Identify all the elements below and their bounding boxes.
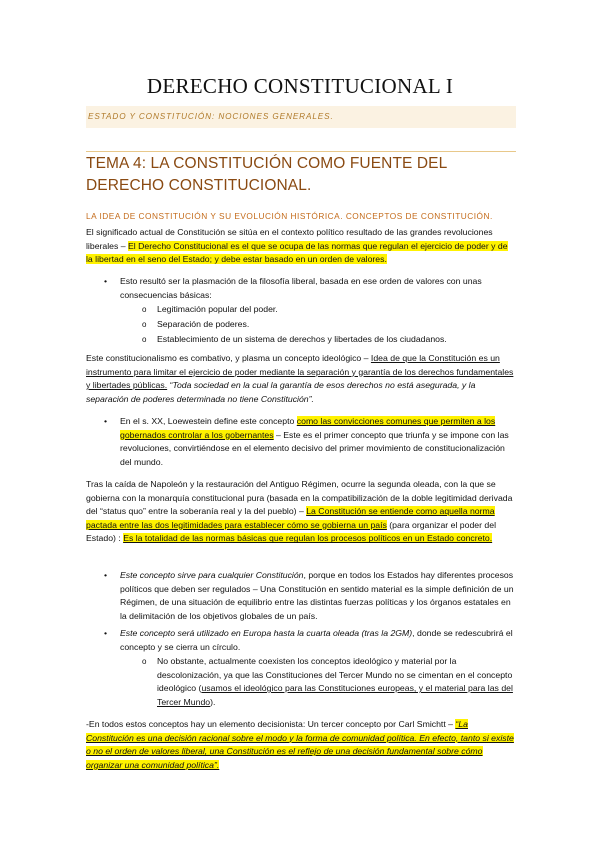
p1-highlight: El Derecho Constitucional es el que se ocupa de las normas que regulan el ejercicio de poder y de la libertad en el seno del Estado; y debe estar basado en un orden de valores. <box>86 240 508 265</box>
sub-bullet: o <box>142 657 147 666</box>
sub-item-1 <box>142 303 516 317</box>
bullet-1-text: Esto resultó ser la plasmación de la filosofía liberal, basada en ese orden de valores con unas consecuencias básicas: <box>120 276 482 300</box>
sub-bullet: o <box>142 320 147 329</box>
heading-rule <box>86 151 516 152</box>
bullet-dot: • <box>104 416 108 426</box>
bullet-2-a: En el s. XX, Loewestein define este concepto <box>120 416 297 426</box>
p3-paren: (para organizar el poder del Estado) : <box>86 519 497 544</box>
subtitle: ESTADO Y CONSTITUCIÓN: NOCIONES GENERALES. <box>88 112 334 121</box>
bullet-3-rest: , porque en todos los Estados hay diferentes procesos políticos que deben ser regulados – Una Constitución en sentido material es la simple definición de un Régimen, de una situación de equilibrio entre las distintas fuerzas políticas y los órganos estatales en la delimitación de los objetivos globales de un país. <box>120 570 514 621</box>
sub-item-1-text: Legitimación popular del poder. <box>157 304 278 314</box>
sub-bullet: o <box>142 335 147 344</box>
bullet-2-c: – Este es el primer concepto que triunfa y se impone con las revoluciones, convirtiéndose en el elemento decisivo del primer movimiento de constitucionalización del mundo. <box>120 429 509 467</box>
p3-highlight-2: Es la totalidad de las normas básicas que regulan los procesos políticos en un Estado concreto. <box>123 533 493 544</box>
p2-text: Este constitucionalismo es combativo, y plasma un concepto ideológico – <box>86 353 371 363</box>
sub-bullet: o <box>142 305 147 314</box>
bullet-4 <box>106 627 516 654</box>
sub-item-4-text <box>142 655 516 709</box>
bullet-3-italic: Este concepto sirve para cualquier Constitución <box>120 570 304 580</box>
p1-text: El significado actual de Constitución se sitúa en el contexto político resultado de las grandes revoluciones liberales – <box>86 227 493 251</box>
bullet-4-italic: Este concepto será utilizado en Europa hasta la cuarta oleada (tras la 2GM) <box>120 628 413 638</box>
bullet-2-highlight: como las convicciones comunes que permiten a los gobernados controlar a los gobernantes <box>120 416 496 440</box>
p4-text: -En todos estos conceptos hay un elemento decisionista: Un tercer concepto por Carl Smichtt – <box>86 719 456 729</box>
section-heading: LA IDEA DE CONSTITUCIÓN Y SU EVOLUCIÓN HISTÓRICA. CONCEPTOS DE CONSTITUCIÓN. <box>86 211 493 221</box>
bullet-4-text <box>106 627 516 654</box>
sub-item-2-text: Separación de poderes. <box>157 319 250 329</box>
document-title: DERECHO CONSTITUCIONAL I <box>146 74 454 98</box>
bullet-4-rest: , donde se redescubrirá el concepto y se cierra un círculo. <box>120 628 513 652</box>
bullet-3 <box>106 569 516 623</box>
p4-quote: “La Constitución es una decisión racional sobre el modo y la forma de comunidad política. En efecto, tanto si existe o no el orden de valores liberal, una Constitución es el reflejo de una decisión fundamental sobre cómo organizar una comunidad política”. <box>86 719 514 770</box>
bullet-2-text <box>106 415 516 469</box>
bullet-2 <box>106 415 516 469</box>
sub-4-underlined: usamos el ideológico para las Constituciones europeas, y el material para las del Tercer Mundo <box>157 683 513 707</box>
paragraph-2 <box>86 352 516 406</box>
p2-quote: “Toda sociedad en la cual la garantía de esos derechos no está asegurada, y la separación de poderes determinada no tiene Constitución”. <box>86 380 476 404</box>
sub-item-3 <box>142 333 516 347</box>
topic-heading: TEMA 4: LA CONSTITUCIÓN COMO FUENTE DEL DERECHO CONSTITUCIONAL. <box>86 155 447 194</box>
paragraph-1 <box>86 226 516 267</box>
sub-4-c: ). <box>210 696 216 707</box>
paragraph-4 <box>86 718 516 772</box>
sub-item-3-text: Establecimiento de un sistema de derechos y libertades de los ciudadanos. <box>157 334 447 344</box>
sub-item-2 <box>142 318 516 332</box>
p3-highlight-1: La Constitución se entiende como aquella norma pactada entre las dos legitimidades para establecer cómo se gobierna un país <box>86 506 495 530</box>
bullet-dot: • <box>104 570 108 580</box>
bullet-dot: • <box>104 628 108 638</box>
sub-4-a: No obstante, actualmente coexisten los conceptos ideológico y material por la descolonización, ya que las Constituciones del Tercer Mundo no se cimentan en el concepto ideológico ( <box>157 656 513 694</box>
p3-text: Tras la caída de Napoleón y la restauración del Antiguo Régimen, ocurre la segunda oleada, con la que se gobierna con la monarquía constitucional pura (basada en la compatibilización de la doble legitimidad derivada del “status quo” entre la soberanía real y la del pueblo) – <box>86 479 513 517</box>
paragraph-3 <box>86 478 516 546</box>
bullet-1 <box>106 275 516 302</box>
bullet-dot: • <box>104 276 108 286</box>
p2-underlined: Idea de que la Constitución es un instrumento para limitar el ejercicio de poder mediante la separación y garantía de los derechos fundamentales y libertades públicas. <box>86 353 514 391</box>
sub-item-4 <box>142 655 516 709</box>
bullet-3-text <box>106 569 516 623</box>
